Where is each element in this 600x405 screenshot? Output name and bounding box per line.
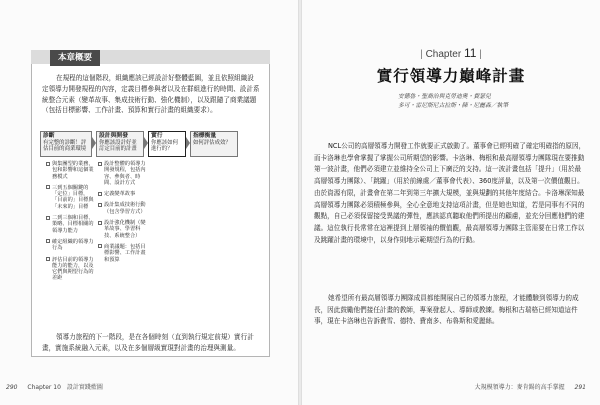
checkbox-icon [46,162,50,166]
summary-paragraph-2: 領導力旅程的下一階段，是在各個時刻（直到執行規定前規）實行計畫，實施系統融入元素，以及在多個層級實現對計畫的治理與測量。 [42,333,254,352]
list-item: 定義變革故事 [98,191,146,197]
chapter-number: 11 [463,46,477,60]
summary-title: 本章概要 [50,50,100,66]
list-item: 設計整體的領導力開發規程，包括內容、參與者、時間、設計方式 [98,161,146,186]
list-item: 設計集成技術行動（包含學習方式） [98,202,146,215]
chapter-heading [320,46,582,60]
divider: | [420,49,423,60]
body-paragraph-1: NCL公司的高層領導力開發工作就要正式啟動了。董事會已經明確了確定明確指的原因，而卡洛琳也學會掌握了掌握公司所期望的影響。卡洛琳、梅根和最高層領導力團隊現在要推動第一波計畫，他們必須建立並維持全公司上下廣泛的支持。這一波計畫包括「提升」（用於最高層領導力團隊）、「跳躍」（用於前線處／董事會代表）、360度評量，以及第一次價值觀日。由於資源有限，計畫會在第二年到第三年擴大規模，並與規劃的其他年度結合。卡洛琳深知最高層領導力團隊必須積極參與，全心全意地支持這項計畫，但是她也知道，若是同事有不同的觀點，自己必須保留接受異議的彈性，應該認真聽取他們所提出的顧慮，並充分回應他們的建議。這位執行長常常在這裡提到上層領袖的價值觀，最高層領導力團隊主管需要在日常工作以及跳躍計畫的環境中，以身作則地示範期望行為的行動。 [314,142,586,244]
flow-step-text: 你應該如何進行的？ [151,139,178,152]
checkbox-icon [98,162,102,166]
list-item: 三到五個關鍵的「定位」目標，「目前的」目標與「未來的」目標 [46,185,94,210]
checkbox-icon [46,239,50,243]
process-flow [40,131,270,159]
right-footer [475,382,586,391]
running-footer: Chapter 10 設計實踐藍圖 [27,384,103,391]
flow-step-title: 設計與開發 [99,133,128,139]
left-footer [6,382,103,391]
checkbox-icon [46,257,50,261]
list-item: 商業議題：包括目標影響、工作計畫和預算 [98,244,146,263]
divider: | [479,49,482,60]
chapter-label: Chapter [425,49,462,60]
flow-step-text: 如何評估成效？ [193,139,231,146]
checkbox-icon [98,203,102,207]
flow-step-title: 實行 [151,133,163,139]
flow-step-text: 有完整的診斷！評估目前的商業環境 [43,139,87,152]
right-page [302,0,600,405]
flow-step-diagnose [40,131,92,157]
checkbox-icon [98,221,102,225]
flow-step-text: 你應該設計好並訂定目前的計畫 [99,139,137,152]
flow-step-title: 指標衡量 [193,133,217,139]
list-item: 與集團型的業務，包和影響和這個業務模式 [46,161,94,180]
flow-step-measure [190,131,238,157]
diagnose-items [46,161,94,287]
list-item: 評估目前的領導力能力的能力，以及它們與期望行為的差距 [46,257,94,282]
checkbox-icon [98,192,102,196]
chapter-title: 實行領導力巔峰計畫 [376,67,526,85]
page-number: 291 [574,384,586,391]
design-items [98,161,146,268]
flow-step-implement [148,131,186,157]
chapter-summary-box [31,50,270,357]
list-item: 設計強化機制（變革故事、學習科技、系統整合） [98,220,146,239]
page-number: 290 [6,384,18,391]
summary-paragraph-1: 在規程的這個階段，組織應該已經設計好整體藍圖，並且依照組織設定領導力開發規程的內容，定義目標參與者以及在群組進行的時間、設計系統整合元素（變革故事、集成技術行動、強化機制），以及跟隨了商業議題（包括目標影響、工作計畫、預算和實行計畫的組織要求）。 [42,74,260,115]
flow-step-title: 診斷 [43,133,55,139]
checkbox-icon [46,185,50,189]
list-item: 二到三個和目標、策略、目標相關的領導力能力 [46,215,94,234]
flow-step-design [96,131,144,157]
running-footer: 大規模領導力：麥肯錫的高手掌握 [474,384,565,391]
checkbox-icon [46,216,50,220]
checkbox-icon [98,244,102,248]
list-item: 確定組織的領導力行為 [46,239,94,252]
left-page [0,0,298,405]
body-paragraph-2: 她希望所有最高層領導力團隊成員都能開展自己的領導力旅程，才能體驗到領導力的成長，因此鼓勵他們接任計畫的教師，專案發起人、導師或教練。梅根和古瑞格已經知道這件事，現在卡洛琳也告訴費雪、德特、費南多、布魯斯和愛麗絲。 [314,294,579,326]
chapter-authors: 安德魯・聖喬治與克勞迪奧・費瑟兒 多可・雷尼斯尼古拉斯・陳・尼麗森／執筆 [398,94,509,109]
